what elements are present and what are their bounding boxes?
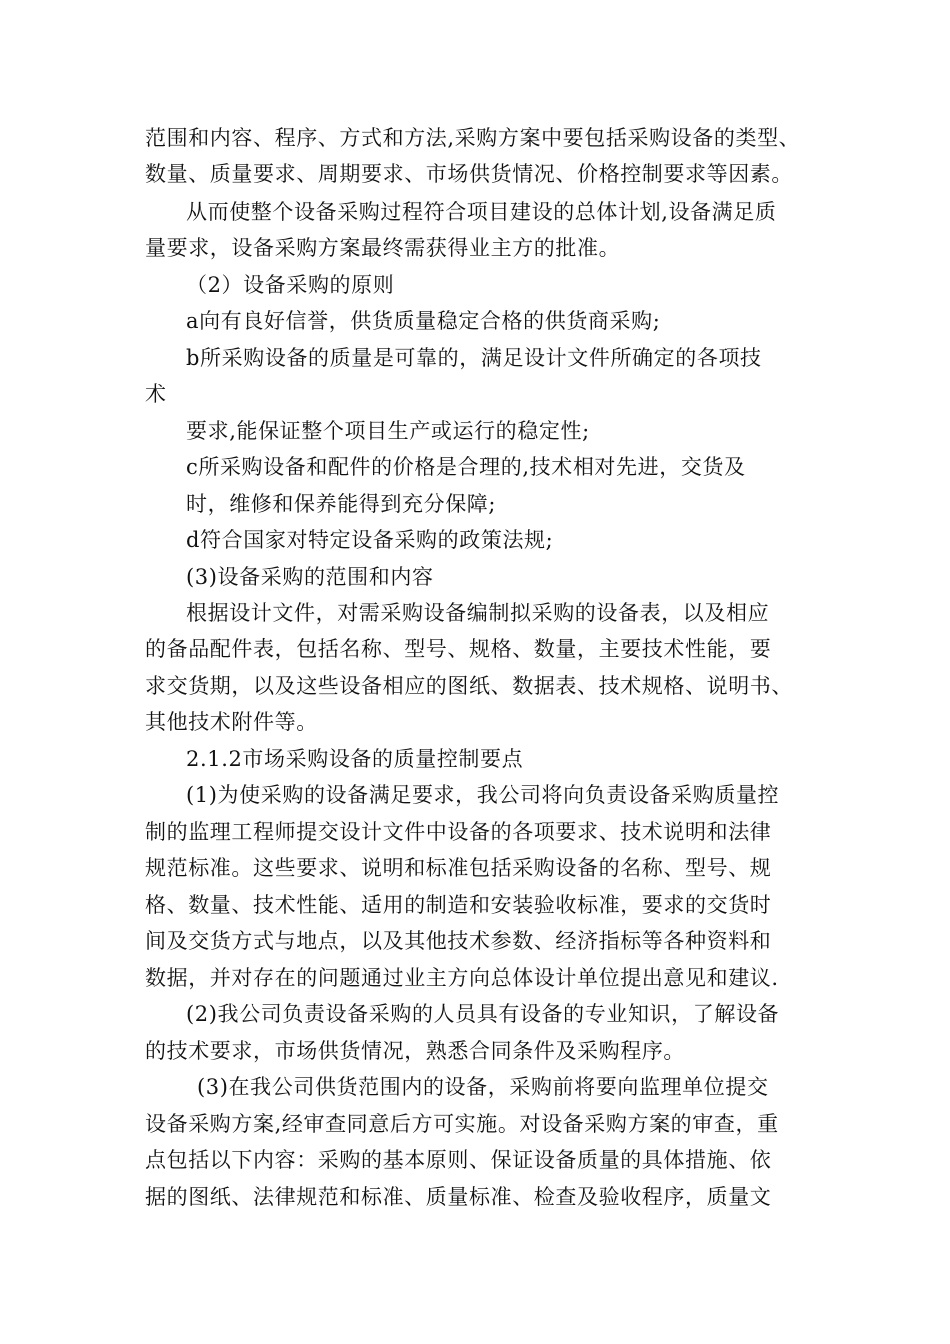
text-line: 设备采购方案,经审查同意后方可实施。对设备采购方案的审查，重 bbox=[145, 1112, 779, 1136]
text-line: 范围和内容、程序、方式和方法,采购方案中要包括采购设备的类型、 bbox=[145, 126, 801, 150]
text-line: 据的图纸、法律规范和标准、质量标准、检查及验收程序，质量文 bbox=[145, 1185, 772, 1209]
text-line: 其他技术附件等。 bbox=[145, 710, 318, 734]
text-line: 制的监理工程师提交设计文件中设备的各项要求、技术说明和法律 bbox=[145, 820, 772, 844]
text-line: 的备品配件表，包括名称、型号、规格、数量，主要技术性能，要 bbox=[145, 637, 772, 661]
text-line: 根据设计文件，对需采购设备编制拟采购的设备表，以及相应 bbox=[186, 601, 770, 625]
section-heading: (3)设备采购的范围和内容 bbox=[186, 565, 434, 589]
text-line: 间及交货方式与地点，以及其他技术参数、经济指标等各种资料和 bbox=[145, 929, 772, 953]
text-line: 量要求，设备采购方案最终需获得业主方的批准。 bbox=[145, 236, 621, 260]
text-line: a向有良好信誉，供货质量稳定合格的供货商采购; bbox=[186, 309, 661, 333]
section-heading: 2.1.2市场采购设备的质量控制要点 bbox=[186, 747, 524, 771]
text-line: 数据，并对存在的问题通过业主方向总体设计单位提出意见和建议. bbox=[145, 966, 779, 990]
text-line: b所采购设备的质量是可靠的，满足设计文件所确定的各项技 bbox=[186, 346, 762, 370]
text-line: 格、数量、技术性能、适用的制造和安装验收标准，要求的交货时 bbox=[145, 893, 772, 917]
text-line: d符合国家对特定设备采购的政策法规; bbox=[186, 528, 554, 552]
text-line: 从而使整个设备采购过程符合项目建设的总体计划,设备满足质 bbox=[186, 200, 777, 224]
text-line: 要求,能保证整个项目生产或运行的稳定性; bbox=[186, 419, 590, 443]
text-line: (2)我公司负责设备采购的人员具有设备的专业知识，了解设备 bbox=[186, 1002, 780, 1026]
text-line: 的技术要求，市场供货情况，熟悉合同条件及采购程序。 bbox=[145, 1039, 685, 1063]
section-heading: （2）设备采购的原则 bbox=[186, 273, 395, 297]
text-line: 数量、质量要求、周期要求、市场供货情况、价格控制要求等因素。 bbox=[145, 162, 793, 186]
text-line: 求交货期，以及这些设备相应的图纸、数据表、技术规格、说明书、 bbox=[145, 674, 793, 698]
text-line: 术 bbox=[145, 382, 167, 406]
text-line: 时，维修和保养能得到充分保障; bbox=[186, 492, 497, 516]
text-line: 点包括以下内容：采购的基本原则、保证设备质量的具体措施、依 bbox=[145, 1148, 772, 1172]
text-line: (1)为使采购的设备满足要求，我公司将向负责设备采购质量控 bbox=[186, 783, 780, 807]
text-line: c所采购设备和配件的价格是合理的,技术相对先进，交货及 bbox=[186, 455, 746, 479]
text-line: 规范标准。这些要求、说明和标准包括采购设备的名称、型号、规 bbox=[145, 856, 772, 880]
text-line: (3)在我公司供货范围内的设备，采购前将要向监理单位提交 bbox=[197, 1075, 769, 1099]
